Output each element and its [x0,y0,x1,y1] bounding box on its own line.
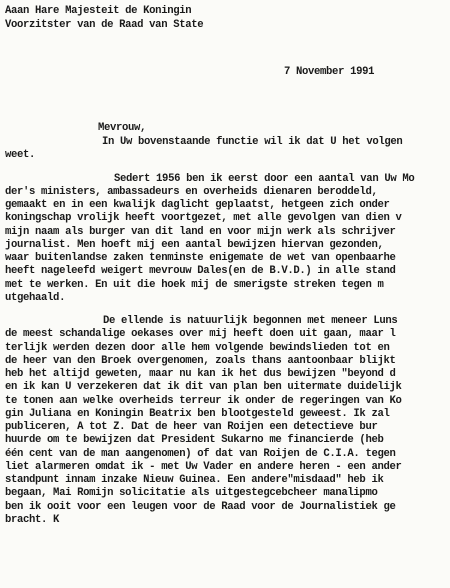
body-line: mijn naam als burger van dit land en voor mijn werk als schrijver [5,225,396,238]
body-line: De ellende is natuurlijk begonnen met meneer Luns [103,315,398,327]
body-line: weet. [5,149,36,162]
body-line: ben ik ooit voor een leugen voor de Raad voor de Journalistiek ge [5,500,396,513]
body-line: gin Juliana en Koningin Beatrix ben blootgesteld geweest. Ik zal [5,407,390,420]
letter-body [5,136,450,527]
body-line: utgehaald. [5,291,66,304]
body-line: waar buitenlandse zaken tenminste enigemate de wet van openbaarhe [5,252,396,264]
body-line: der's ministers, ambassadeurs en overheids dienaren beroddeld, [5,185,378,198]
body-line: standpunt innam inzake Nieuw Guinea. Een andere"misdaad" heb ik [5,474,384,486]
body-line: journalist. Men hoeft mij een aantal bewijzen hiervan gezonden, [5,238,384,251]
body-line: bracht. K [5,513,60,526]
body-line: gemaakt en in een kwalijk daglicht geplaatst, hetgeen zich onder [5,199,390,211]
body-line: en ik kan U verzekeren dat ik dit van plan ben uitermate duidelijk [5,381,402,394]
body-line: heb het altijd geweten, maar nu kan ik het dus bewijzen "beyond d [5,368,396,380]
body-line: met te werken. En uit die hoek mij de smerigste streken tegen m [5,278,384,291]
salutation: Mevrouw, [98,122,147,134]
address-line-2: Voorzitster van de Raad van State [5,19,204,31]
body-line: huurde om te bewijzen dat President Sukarno me financierde (heb [5,434,384,447]
letter-date: 7 November 1991 [284,66,375,78]
body-line: publiceren, A tot Z. Dat de heer van Roijen een detectieve bur [5,421,378,433]
body-line: koningschap vrolijk heeft voortgezet, met alle gevolgen van dien v [5,212,402,225]
address-line-1: Aaan Hare Majesteit de Koningin [5,5,192,17]
body-line: begaan, Mai Romijn solicitatie als uitgestegcebcheer manalipmo [5,487,378,500]
body-line: heeft nageleefd weigert mevrouw Dales(en de B.V.D.) in alle stand [5,265,396,278]
body-line: liet alarmeren omdat ik - met Uw Vader en andere heren - een ander [5,460,402,473]
body-line: Sedert 1956 ben ik eerst door een aantal van Uw Mo [114,172,415,185]
body-line: de heer van den Broek overgenomen, zoals thans aantoonbaar blijkt [5,354,396,367]
body-line: terlijk werden dezen door alle hem volgende bewindslieden tot en [5,341,390,354]
body-line: de meest schandalige oekases over mij heeft doen uit gaan, maar l [5,328,396,341]
body-line: In Uw bovenstaande functie wil ik dat U het volgen [102,136,403,148]
body-line: te tonen aan welke overheids terreur ik onder de regeringen van Ko [5,394,402,407]
body-line: één cent van de man aangenomen) of dat van Roijen de C.I.A. tegen [5,447,396,460]
